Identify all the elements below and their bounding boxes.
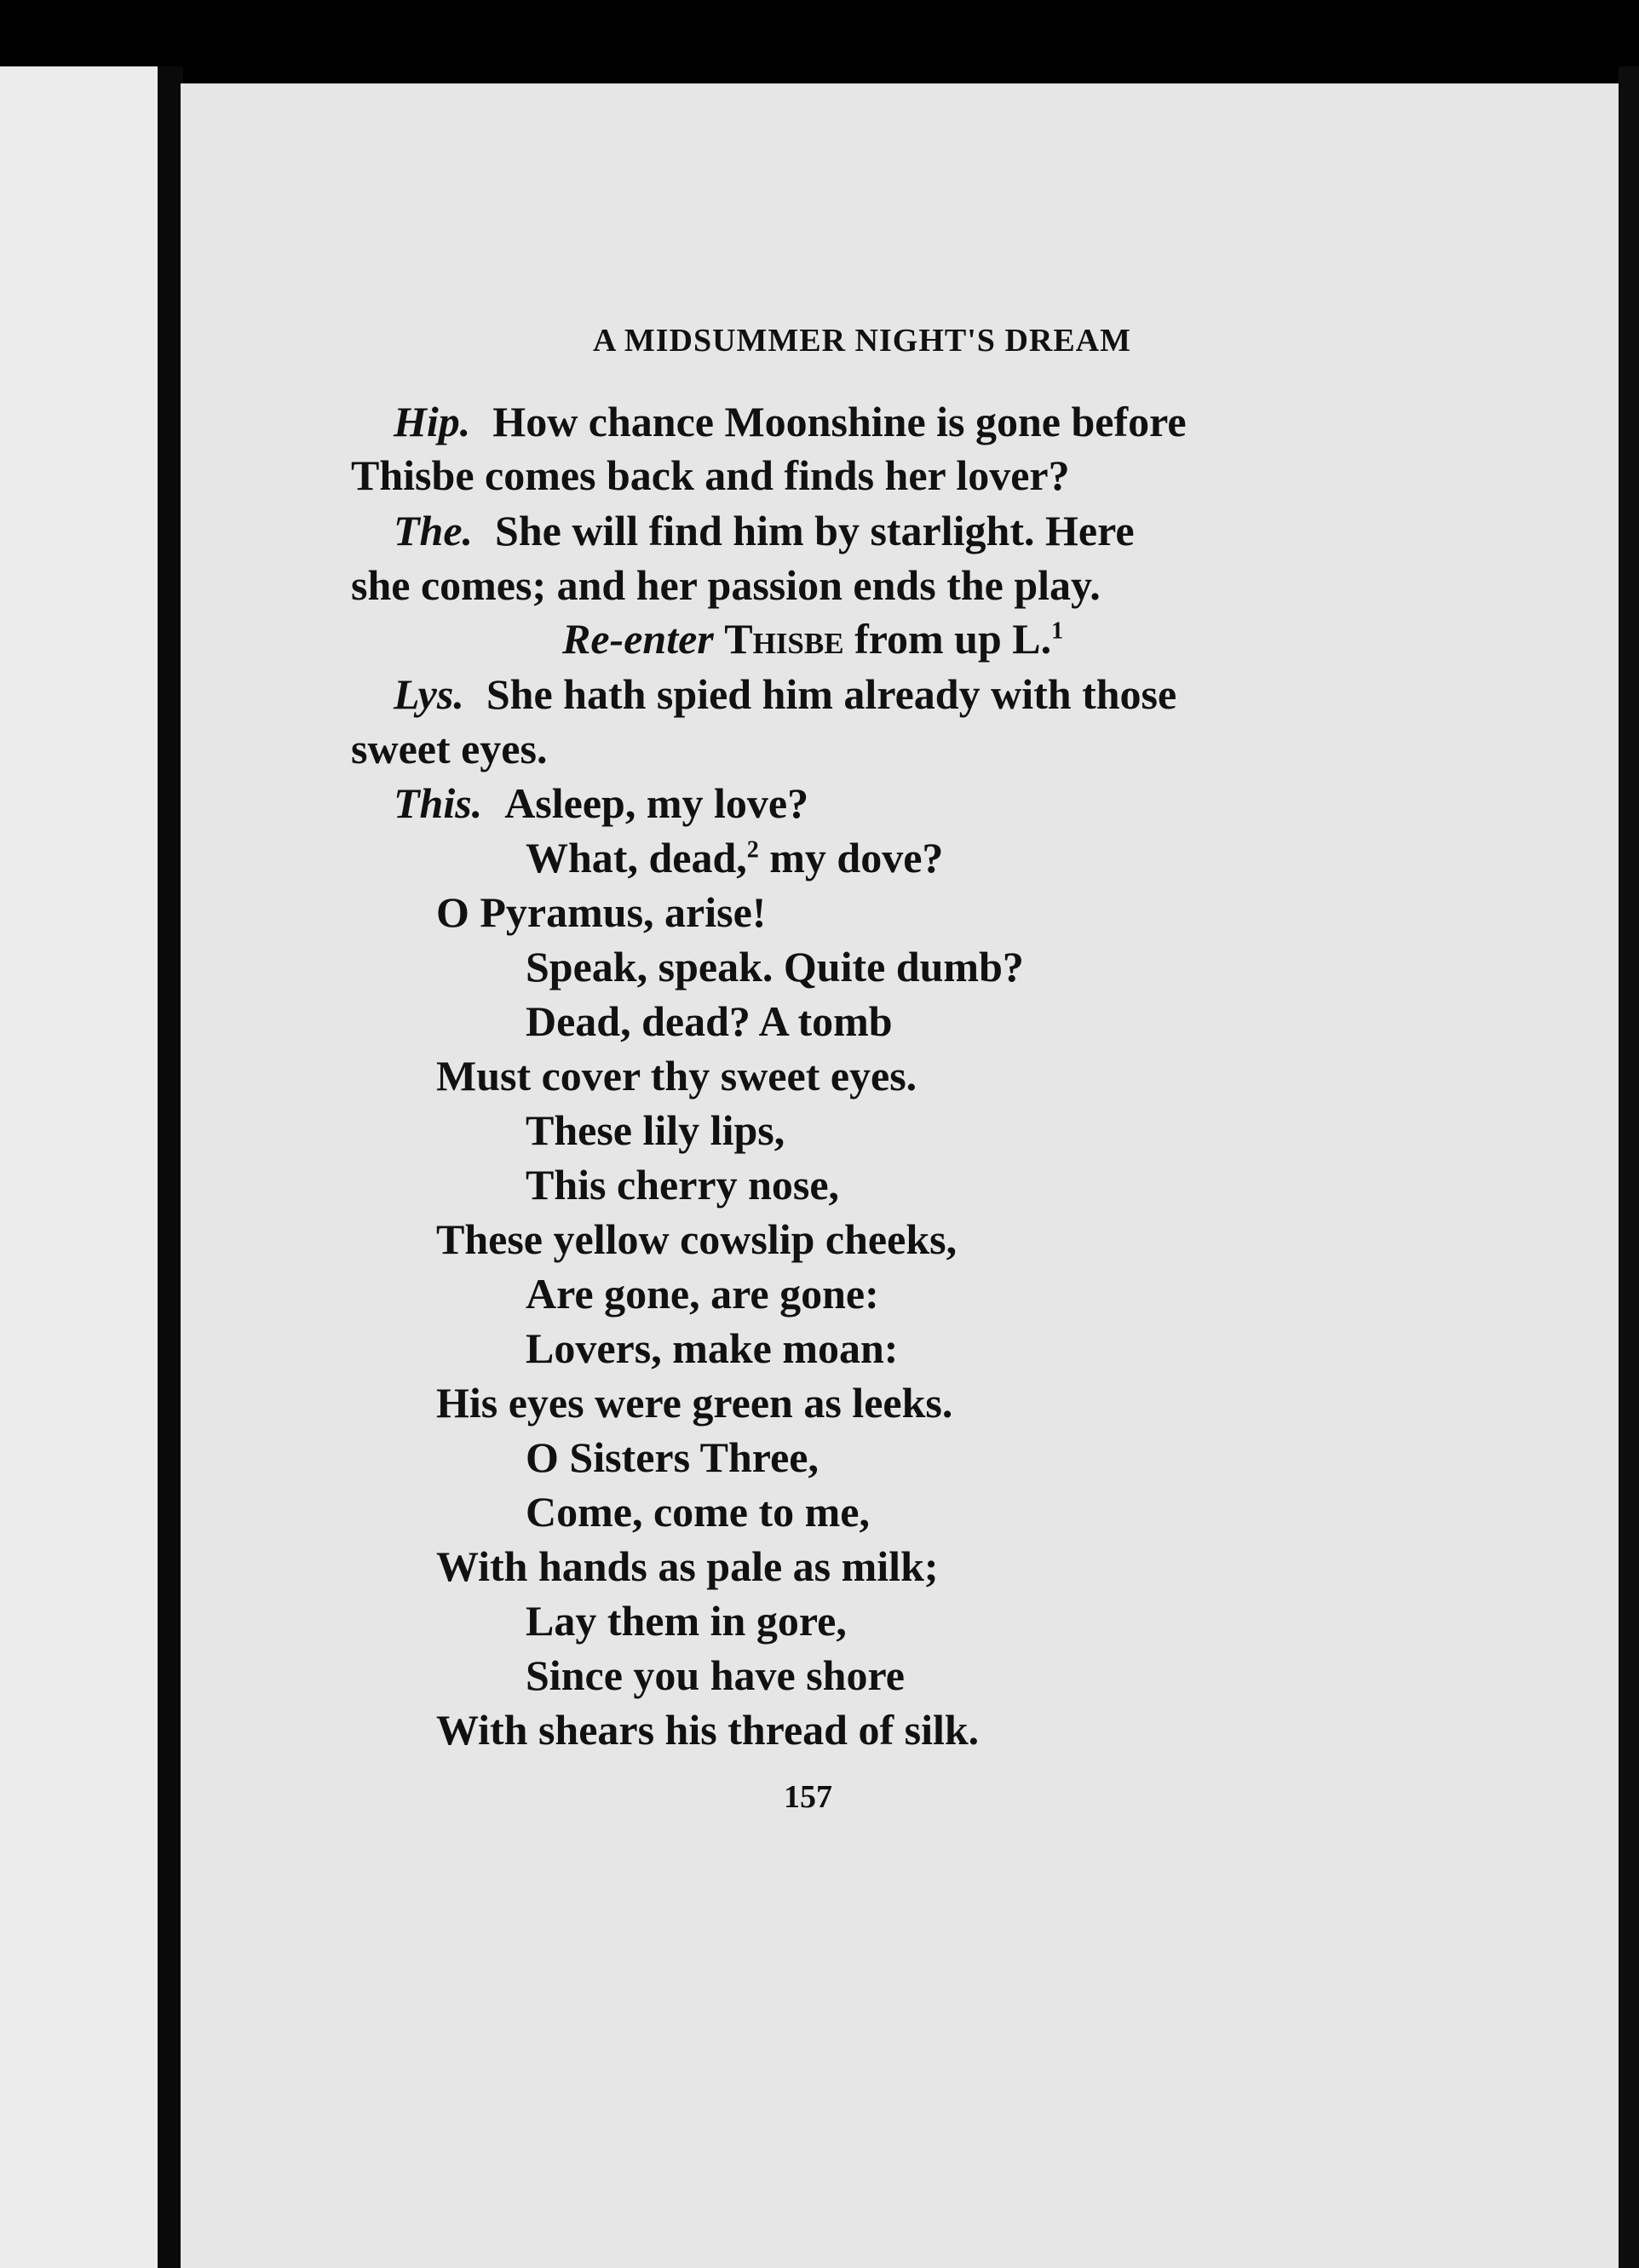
speaker-name: This. [394,779,483,827]
verse-line: With hands as pale as milk; [436,1542,939,1590]
verse-line: Since you have shore [526,1651,905,1699]
verse-text: my dove? [758,834,944,881]
verse-line: These lily lips, [526,1106,785,1154]
line-text: She will find him by starlight. Here [495,507,1135,554]
speaker-name: Hip. [394,398,471,445]
verse-line: Come, come to me, [526,1488,870,1536]
speech-line [394,779,809,827]
stage-direction-text: from up L. [843,615,1052,663]
verse-line: Dead, dead? A tomb [526,997,893,1045]
speech-line [394,670,1177,718]
line-text: She hath spied him already with those [486,670,1177,718]
adjacent-page [0,66,158,2268]
verse-text: What, dead, [526,834,747,881]
footnote-marker: 1 [1051,617,1064,645]
verse-line: Are gone, are gone: [526,1270,879,1318]
verse-line: His eyes were green as leeks. [436,1379,953,1427]
speech-line [351,727,547,770]
verse-line: Speak, speak. Quite dumb? [526,943,1024,990]
verse-line: Lovers, make moan: [526,1324,899,1372]
verse-text: Asleep, my love? [504,779,809,827]
stage-direction [562,615,1064,663]
verse-line: This cherry nose, [526,1161,840,1209]
speaker-name: The. [394,507,474,554]
line-text: How chance Moonshine is gone before [492,398,1187,445]
page-number: 157 [784,1779,832,1815]
scan-top-border [0,0,1639,66]
speech-line [394,509,1135,552]
book-gutter [158,66,183,2268]
stage-direction-verb: Re-enter [562,615,714,663]
line-text: she comes; and her passion ends the play. [351,561,1101,609]
stage-direction-character: Thisbe [724,615,844,663]
line-text: Thisbe comes back and finds her lover? [351,451,1070,499]
footnote-marker: 2 [746,836,759,864]
verse-line: O Sisters Three, [526,1433,819,1481]
verse-line: With shears his thread of silk. [436,1706,980,1754]
speech-line [351,451,1070,499]
speech-line [351,561,1101,609]
running-title: A MIDSUMMER NIGHT'S DREAM [593,323,1131,359]
verse-line: These yellow cowslip cheeks, [436,1215,958,1263]
speech-line [394,400,1187,443]
verse-line [526,836,943,879]
verse-line: Lay them in gore, [526,1597,847,1645]
line-text: sweet eyes. [351,725,548,772]
verse-line: Must cover thy sweet eyes. [436,1052,917,1100]
verse-line: O Pyramus, arise! [436,888,767,936]
speaker-name: Lys. [394,670,464,718]
scan-right-border [1619,66,1639,2268]
